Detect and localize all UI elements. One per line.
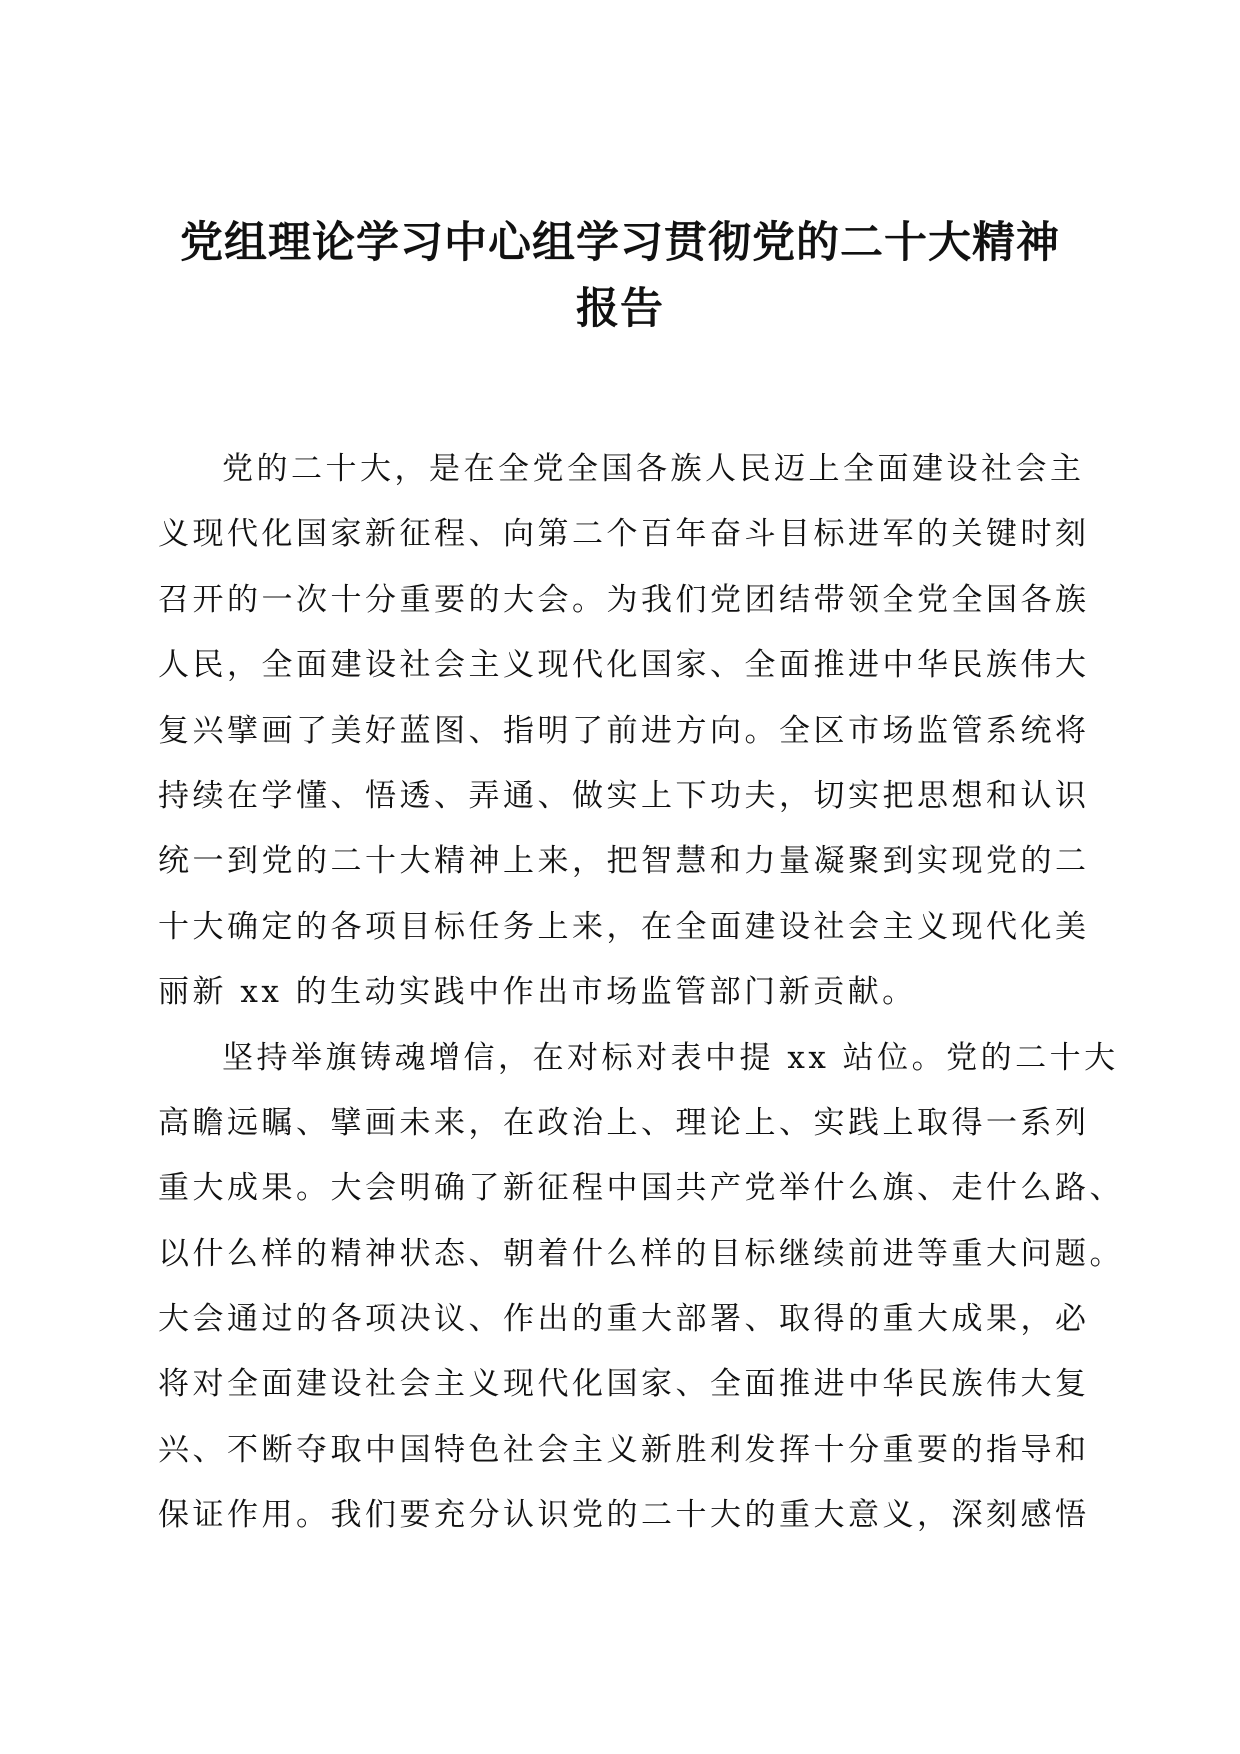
paragraph-line: 义现代化国家新征程、向第二个百年奋斗目标进军的关键时刻 (158, 516, 1090, 553)
title-line: 报告 (576, 284, 664, 334)
paragraph-line: 大会通过的各项决议、作出的重大部署、取得的重大成果，必 (158, 1301, 1090, 1338)
paragraph-line: 持续在学懂、悟透、弄通、做实上下功夫，切实把思想和认识 (158, 777, 1090, 814)
paragraph-line: 重大成果。大会明确了新征程中国共产党举什么旗、走什么路、 (158, 1170, 1124, 1207)
paragraph-line: 十大确定的各项目标任务上来，在全面建设社会主义现代化美 (158, 908, 1090, 945)
document-title (140, 210, 1100, 342)
paragraph-2 (158, 1026, 1124, 1549)
paragraph-line: 人民，全面建设社会主义现代化国家、全面推进中华民族伟大 (158, 647, 1090, 684)
title-line: 党组理论学习中心组学习贯彻党的二十大精神 (180, 218, 1060, 268)
paragraph-1 (158, 437, 1088, 1026)
paragraph-line: 坚持举旗铸魂增信，在对标对表中提 xx 站位。党的二十大 (222, 1039, 1119, 1076)
paragraph-line: 兴、不断夺取中国特色社会主义新胜利发挥十分重要的指导和 (158, 1431, 1090, 1468)
paragraph-line: 召开的一次十分重要的大会。为我们党团结带领全党全国各族 (158, 581, 1090, 618)
paragraph-line: 高瞻远瞩、擘画未来，在政治上、理论上、实践上取得一系列 (158, 1104, 1090, 1141)
paragraph-line: 以什么样的精神状态、朝着什么样的目标继续前进等重大问题。 (158, 1235, 1124, 1272)
document-body (158, 437, 1124, 1549)
paragraph-line: 党的二十大，是在全党全国各族人民迈上全面建设社会主 (222, 451, 1085, 487)
paragraph-line: 复兴擘画了美好蓝图、指明了前进方向。全区市场监管系统将 (158, 712, 1090, 749)
paragraph-line: 将对全面建设社会主义现代化国家、全面推进中华民族伟大复 (158, 1366, 1090, 1403)
paragraph-line: 丽新 xx 的生动实践中作出市场监管部门新贡献。 (158, 974, 917, 1011)
paragraph-line: 保证作用。我们要充分认识党的二十大的重大意义，深刻感悟 (158, 1497, 1090, 1534)
paragraph-line: 统一到党的二十大精神上来，把智慧和力量凝聚到实现党的二 (158, 843, 1090, 880)
